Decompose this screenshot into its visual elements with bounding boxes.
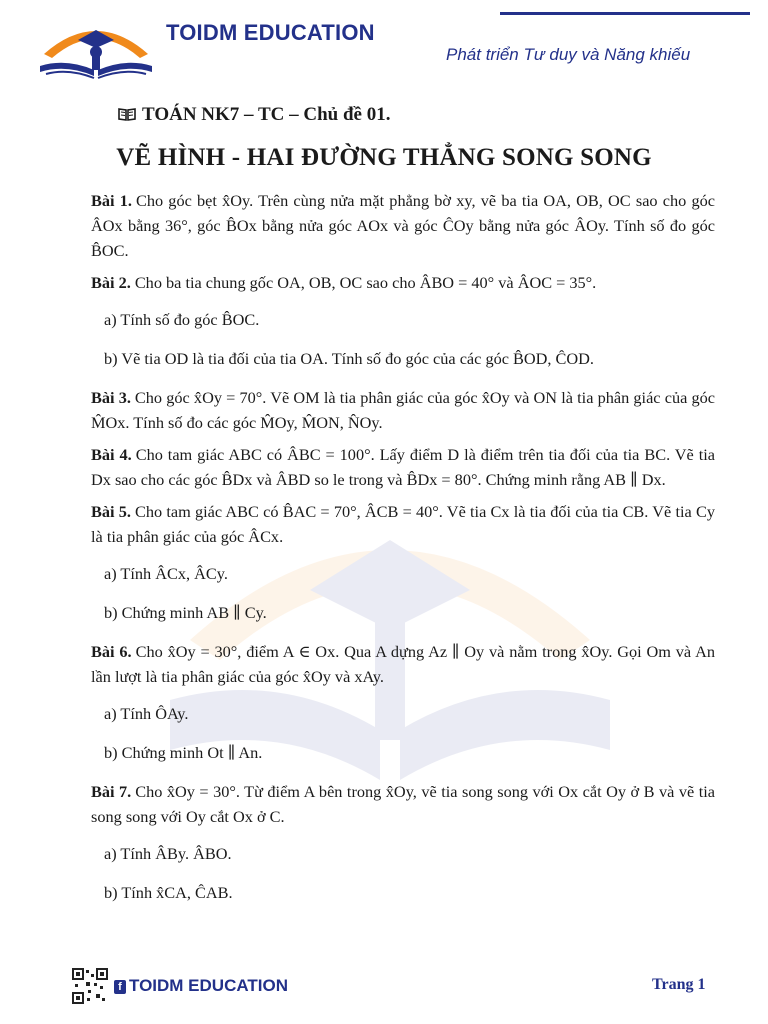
problem-text: Cho x̂Oy = 30°, điểm A ∈ Ox. Qua A dựng Az ∥ Oy và nằm trong x̂Oy. Gọi Om và An lần lượt là tia phân giác của góc x̂Oy và xAy. bbox=[91, 642, 715, 686]
problem-7-part-b: b) Tính x̂CA, ĈAB. bbox=[104, 883, 233, 902]
problem-6-part-b: b) Chứng minh Ot ∥ An. bbox=[104, 743, 263, 762]
problem-text: Cho x̂Oy = 30°. Từ điểm A bên trong x̂Oy, vẽ tia song song với Ox cắt Oy ở B và vẽ tia song song với Oy cắt Ox ở C. bbox=[91, 782, 715, 826]
problem-4 bbox=[91, 442, 715, 492]
book-graduate-logo bbox=[36, 14, 156, 80]
open-book-icon bbox=[118, 107, 136, 121]
problem-6-part-a: a) Tính ÔAy. bbox=[104, 704, 189, 723]
problem-text: Cho tam giác ABC có B̂AC = 70°, ÂCB = 40°. Vẽ tia Cx là tia đối của tia CB. Vẽ tia Cy là tia phân giác của góc ÂCx. bbox=[91, 502, 715, 546]
problem-label: Bài 1. bbox=[91, 191, 132, 210]
subtitle-text: TOÁN NK7 – TC – Chủ đề 01. bbox=[142, 104, 391, 125]
problem-label: Bài 5. bbox=[91, 502, 131, 521]
facebook-icon: f bbox=[114, 980, 126, 994]
problem-label: Bài 2. bbox=[91, 273, 131, 292]
page-title: VẼ HÌNH - HAI ĐƯỜNG THẲNG SONG SONG bbox=[116, 144, 652, 171]
problem-7-part-a: a) Tính ÂBy. ÂBO. bbox=[104, 844, 232, 863]
slogan: Phát triển Tư duy và Năng khiếu bbox=[446, 45, 691, 64]
footer-brand-text: TOIDM EDUCATION bbox=[129, 976, 288, 995]
problem-5-part-a: a) Tính ÂCx, ÂCy. bbox=[104, 564, 228, 583]
problem-5-part-b: b) Chứng minh AB ∥ Cy. bbox=[104, 603, 267, 622]
problem-3 bbox=[91, 385, 715, 435]
problem-6 bbox=[91, 639, 715, 689]
page-number: Trang 1 bbox=[652, 976, 706, 993]
problem-label: Bài 4. bbox=[91, 445, 132, 464]
problem-text: Cho tam giác ABC có ÂBC = 100°. Lấy điểm D là điểm trên tia đối của tia BC. Vẽ tia Dx sao cho các góc B̂Dx và ÂBD so le trong và B̂Dx = 80°. Chứng minh rằng AB ∥ Dx. bbox=[91, 445, 716, 489]
brand-name: TOIDM EDUCATION bbox=[166, 20, 375, 45]
problem-1 bbox=[91, 188, 715, 263]
header-rule bbox=[500, 12, 750, 15]
qr-code-icon bbox=[72, 968, 108, 1004]
problem-text: Cho ba tia chung gốc OA, OB, OC sao cho ÂBO = 40° và ÂOC = 35°. bbox=[134, 273, 597, 292]
problem-label: Bài 7. bbox=[91, 782, 132, 801]
problem-5 bbox=[91, 499, 715, 549]
problem-text: Cho góc x̂Oy = 70°. Vẽ OM là tia phân giác của góc x̂Oy và ON là tia phân giác của góc M̂Ox. Tính số đo các góc M̂Oy, M̂ON, N̂Oy. bbox=[91, 388, 715, 432]
problem-label: Bài 6. bbox=[91, 642, 132, 661]
problem-2-part-a: a) Tính số đo góc B̂OC. bbox=[104, 310, 260, 329]
problem-list bbox=[91, 188, 715, 919]
problem-2 bbox=[91, 270, 715, 295]
problem-2-part-b: b) Vẽ tia OD là tia đối của tia OA. Tính số đo góc của các góc B̂OD, ĈOD. bbox=[104, 349, 594, 368]
problem-text: Cho góc bẹt x̂Oy. Trên cùng nửa mặt phẳng bờ xy, vẽ ba tia OA, OB, OC sao cho góc ÂOx bằng 36°, góc B̂Ox bằng nửa góc AOx và góc ĈOy bằng nửa góc ÂOy. Tính số đo góc B̂OC. bbox=[91, 191, 716, 260]
problem-7 bbox=[91, 779, 715, 829]
problem-label: Bài 3. bbox=[91, 388, 131, 407]
footer-brand bbox=[114, 976, 288, 996]
course-subtitle bbox=[118, 104, 390, 126]
